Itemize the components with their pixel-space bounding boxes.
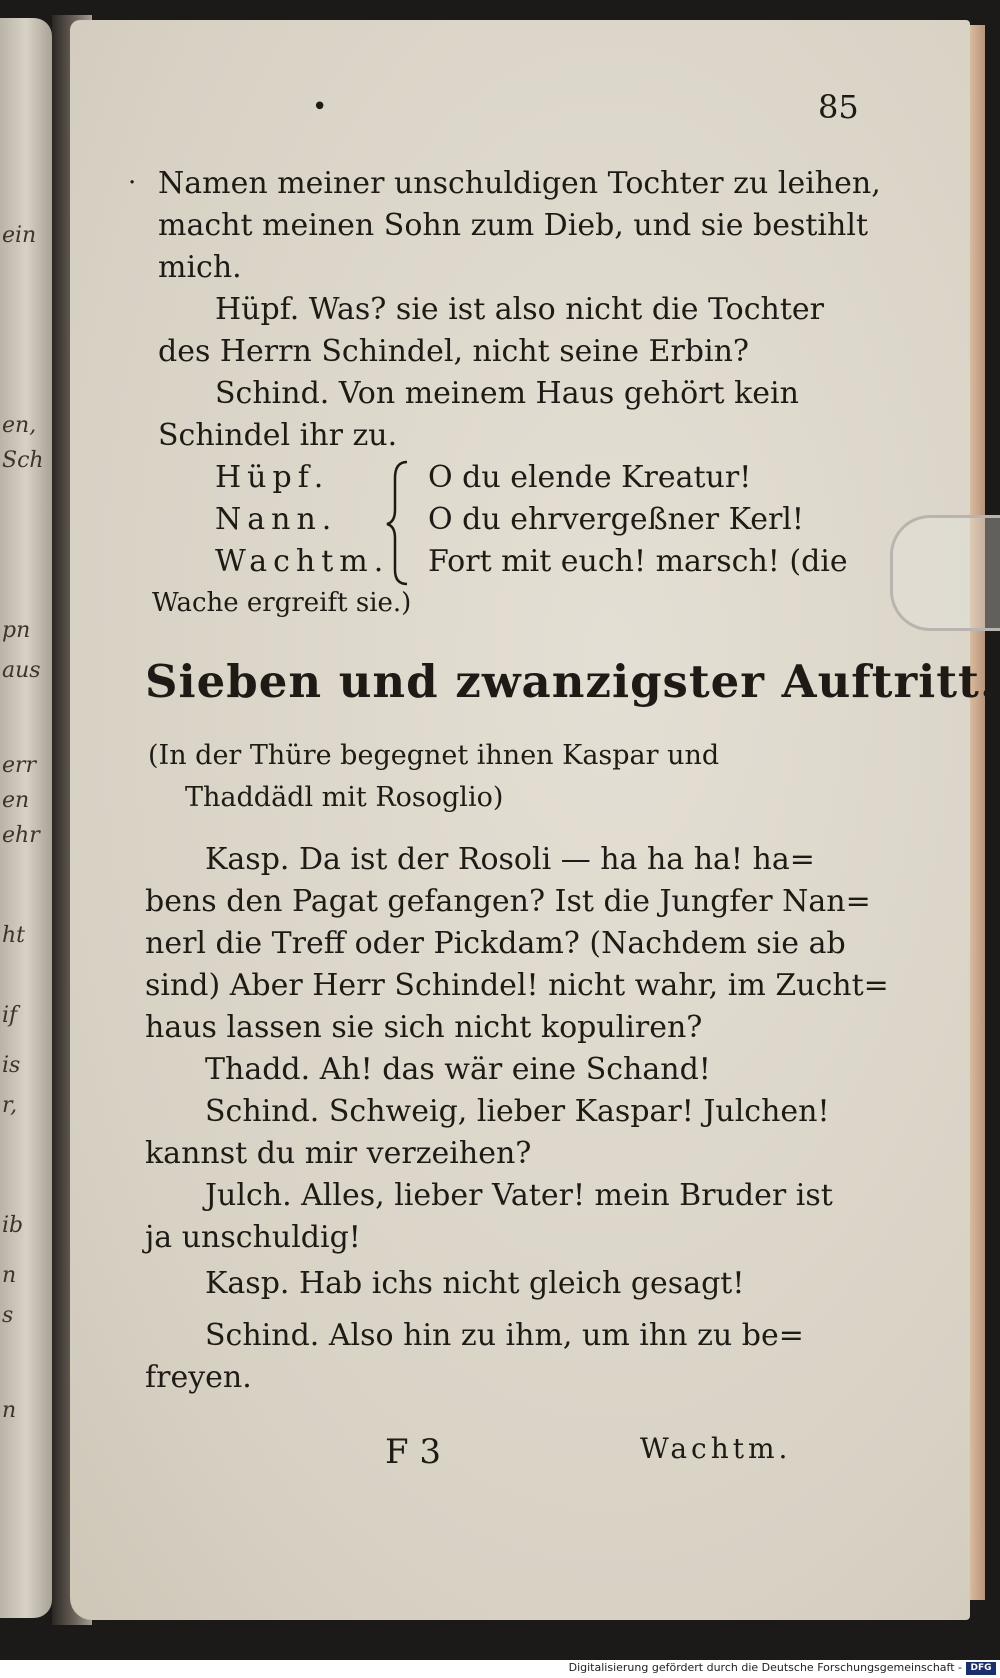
signature-mark: F 3 [385,1432,442,1472]
text-line: des Herrn Schindel, nicht seine Erbin? [158,334,749,369]
scene-heading: Sieben und zwanzigster Auftritt. [145,655,997,708]
dfg-logo: DFG [966,1662,996,1675]
chorus-line: O du elende Kreatur! [428,460,752,495]
left-page-fragment: is [2,1053,21,1078]
dialogue-line: ja unschuldig! [145,1220,361,1255]
left-page-fragment: aus [2,658,41,683]
left-page-edge [0,18,52,1618]
ink-mark: · [128,168,137,198]
dialogue-line: Schind. Schweig, lieber Kaspar! Julchen! [205,1094,830,1129]
credit-text: Digitalisierung gefördert durch die Deutsche Forschungsgemeinschaft - [568,1661,962,1674]
dialogue-line: nerl die Treff oder Pickdam? (Nachdem sie ab [145,926,846,961]
stage-direction: Thaddädl mit Rosoglio) [185,782,504,813]
text-line: Hüpf. Was? sie ist also nicht die Tochter [215,292,824,327]
left-page-fragment: en [2,788,30,813]
dialogue-line: Julch. Alles, lieber Vater! mein Bruder ist [205,1178,833,1213]
ink-mark: • [312,92,328,122]
dialogue-line: bens den Pagat gefangen? Ist die Jungfer Nan= [145,884,871,919]
left-page-fragment: s [2,1303,14,1328]
dialogue-line: Kasp. Hab ichs nicht gleich gesagt! [205,1266,745,1301]
stage-direction: Wache ergreift sie.) [152,588,412,618]
text-line: Namen meiner unschuldigen Tochter zu leihen, [158,166,881,201]
left-page-fragment: pn [2,618,31,643]
page-clip [890,515,1000,631]
dialogue-line: haus lassen sie sich nicht kopuliren? [145,1010,703,1045]
dialogue-line: sind) Aber Herr Schindel! nicht wahr, im Zucht= [145,968,889,1003]
credit-bar [0,1660,1000,1678]
left-page-fragment: en, [2,413,37,438]
chorus-brace [385,458,415,588]
text-line: Schind. Von meinem Haus gehört kein [215,376,799,411]
dialogue-line: kannst du mir verzeihen? [145,1136,532,1171]
left-page-fragment: ein [2,223,37,248]
speaker-name: Hüpf. [215,460,330,495]
dialogue-line: Thadd. Ah! das wär eine Schand! [205,1052,711,1087]
chorus-line: O du ehrvergeßner Kerl! [428,502,804,537]
dialogue-line: Schind. Also hin zu ihm, um ihn zu be= [205,1318,804,1353]
dialogue-line: freyen. [145,1360,252,1395]
speaker-name: Nann. [215,502,338,537]
text-line: Schindel ihr zu. [158,418,398,453]
left-page-fragment: Sch [2,448,44,473]
left-page-fragment: ht [2,923,26,948]
chorus-line: Fort mit euch! marsch! (die [428,544,848,579]
left-page-fragment: r, [2,1093,18,1118]
left-page-fragment: ehr [2,823,40,848]
left-page-fragment: n [2,1398,17,1423]
text-line: mich. [158,250,242,285]
speaker-name: Wachtm. [215,544,390,579]
left-page-fragment: err [2,753,37,778]
text-line: macht meinen Sohn zum Dieb, und sie bestihlt [158,208,868,243]
left-page-fragment: ib [2,1213,24,1238]
catchword: Wachtm. [640,1432,792,1465]
page-number: 85 [818,88,859,126]
stage-direction: (In der Thüre begegnet ihnen Kaspar und [148,740,720,771]
left-page-fragment: n [2,1263,17,1288]
dialogue-line: Kasp. Da ist der Rosoli — ha ha ha! ha= [205,842,815,877]
left-page-fragment: if [2,1003,18,1028]
